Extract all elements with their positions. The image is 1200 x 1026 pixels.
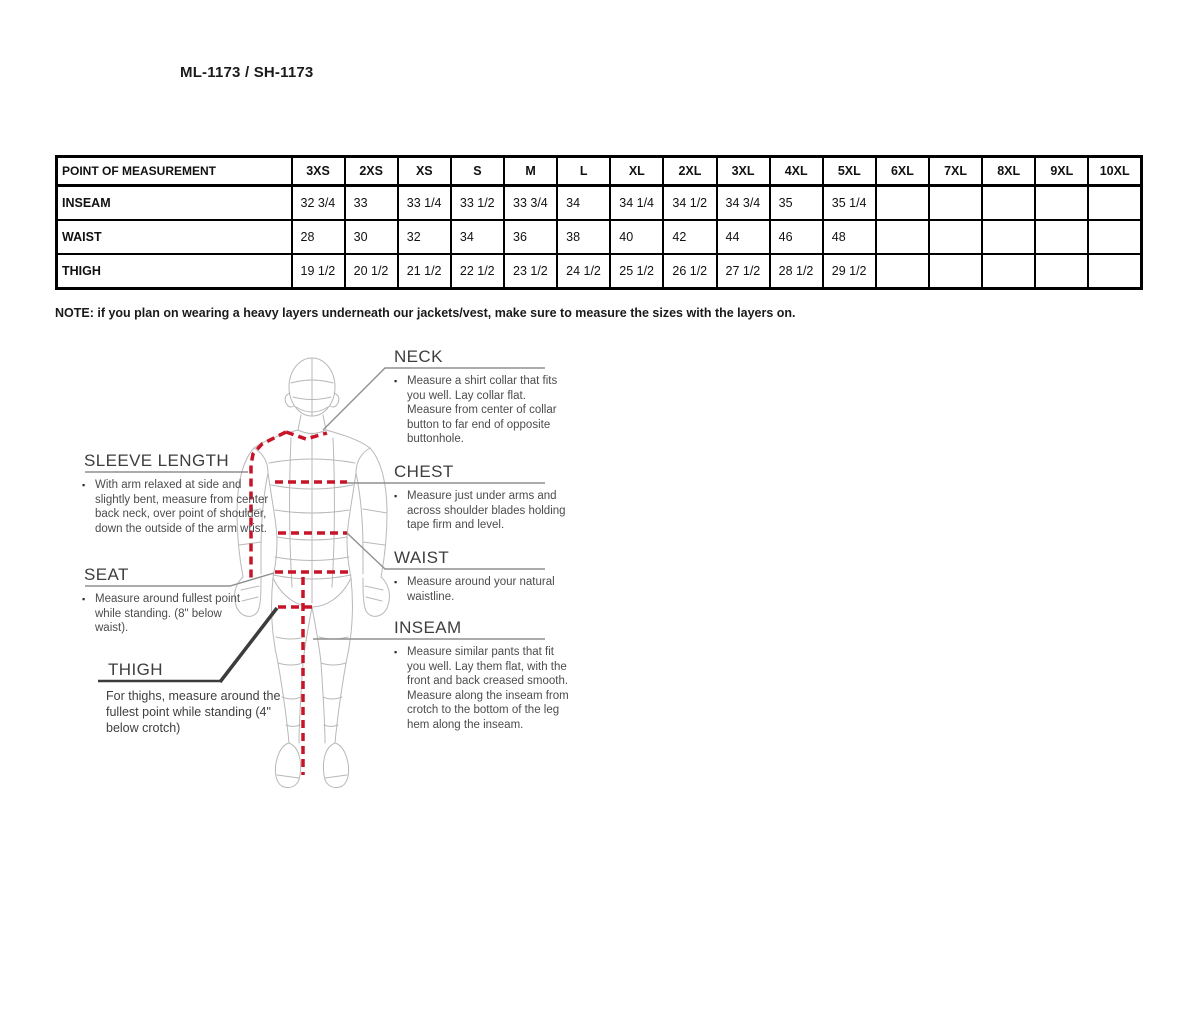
chest-description: ▪ Measure just under arms and across shoulder blades holding tape firm and level. [394,489,572,533]
seat-description: ▪ Measure around fullest point while standing. (8" below waist). [82,592,253,636]
table-cell [1088,186,1141,221]
column-header: 3XL [717,157,770,186]
sleeve-length-description: ▪ With arm relaxed at side and slightly bent, measure from center back neck, over point of shoulder, down the outside of the arm wrist. [82,478,273,536]
table-cell: 24 1/2 [557,254,610,289]
waist-heading: WAIST [394,548,450,567]
table-cell: 33 1/2 [451,186,504,221]
column-header: S [451,157,504,186]
table-cell [929,254,982,289]
table-cell: 34 3/4 [717,186,770,221]
column-header: 5XL [823,157,876,186]
row-label: WAIST [57,220,292,254]
table-cell [1088,220,1141,254]
table-cell [929,186,982,221]
table-cell: 33 1/4 [398,186,451,221]
column-header: 8XL [982,157,1035,186]
table-cell: 42 [663,220,716,254]
chest-heading: CHEST [394,462,454,481]
table-cell: 32 3/4 [292,186,345,221]
column-header: 10XL [1088,157,1141,186]
table-cell [1035,220,1088,254]
column-header: POINT OF MEASUREMENT [57,157,292,186]
table-cell [876,254,929,289]
table-cell: 34 1/2 [663,186,716,221]
measurement-diagram [70,345,569,803]
column-header: 2XS [345,157,398,186]
waist-description: ▪ Measure around your natural waistline. [394,575,557,604]
table-row-thigh [57,254,1142,289]
table-cell: 20 1/2 [345,254,398,289]
table-cell: 23 1/2 [504,254,557,289]
column-header: M [504,157,557,186]
row-label: INSEAM [57,186,292,221]
table-cell [929,220,982,254]
table-cell: 22 1/2 [451,254,504,289]
thigh-description: For thighs, measure around the fullest point while standing (4" below crotch) [106,689,281,735]
table-cell: 32 [398,220,451,254]
column-header: 4XL [770,157,823,186]
table-cell: 38 [557,220,610,254]
table-cell: 35 1/4 [823,186,876,221]
table-cell [1035,186,1088,221]
row-label: THIGH [57,254,292,289]
table-cell: 46 [770,220,823,254]
table-cell [982,220,1035,254]
column-header: XL [610,157,663,186]
table-cell [876,186,929,221]
table-cell: 40 [610,220,663,254]
table-cell: 27 1/2 [717,254,770,289]
neck-description: ▪ Measure a shirt collar that fits you well. Lay collar flat. Measure from center of collar button to far end of opposite buttonhole. [394,374,567,447]
table-cell: 29 1/2 [823,254,876,289]
page-title: ML-1173 / SH-1173 [180,64,314,81]
table-cell: 28 1/2 [770,254,823,289]
table-cell [1035,254,1088,289]
inseam-description: ▪ Measure similar pants that fit you well. Lay them flat, with the front and back creased smooth. Measure along the inseam from crotch to the bottom of the leg hem along the inseam. [394,645,572,732]
table-cell: 33 3/4 [504,186,557,221]
table-cell: 19 1/2 [292,254,345,289]
column-header: 2XL [663,157,716,186]
table-cell: 48 [823,220,876,254]
table-cell [982,254,1035,289]
table-cell: 36 [504,220,557,254]
table-cell: 34 [451,220,504,254]
column-header: XS [398,157,451,186]
table-cell: 21 1/2 [398,254,451,289]
column-header: L [557,157,610,186]
size-chart-table [55,155,1143,290]
table-cell: 34 [557,186,610,221]
table-cell: 30 [345,220,398,254]
table-cell: 44 [717,220,770,254]
table-row-inseam [57,186,1142,221]
table-cell: 33 [345,186,398,221]
column-header: 9XL [1035,157,1088,186]
table-cell: 28 [292,220,345,254]
table-cell: 34 1/4 [610,186,663,221]
table-cell [876,220,929,254]
table-cell [1088,254,1141,289]
sleeve-length-heading: SLEEVE LENGTH [84,451,230,470]
seat-heading: SEAT [84,565,129,584]
column-header: 7XL [929,157,982,186]
table-header-row [57,157,1142,186]
table-cell [982,186,1035,221]
neck-heading: NECK [394,347,443,366]
table-cell: 25 1/2 [610,254,663,289]
table-row-waist [57,220,1142,254]
column-header: 3XS [292,157,345,186]
column-header: 6XL [876,157,929,186]
note-text: NOTE: if you plan on wearing a heavy layers underneath our jackets/vest, make sure to measure the sizes with the layers on. [55,306,796,320]
thigh-heading: THIGH [108,660,163,679]
table-cell: 35 [770,186,823,221]
inseam-heading: INSEAM [394,618,462,637]
table-cell: 26 1/2 [663,254,716,289]
